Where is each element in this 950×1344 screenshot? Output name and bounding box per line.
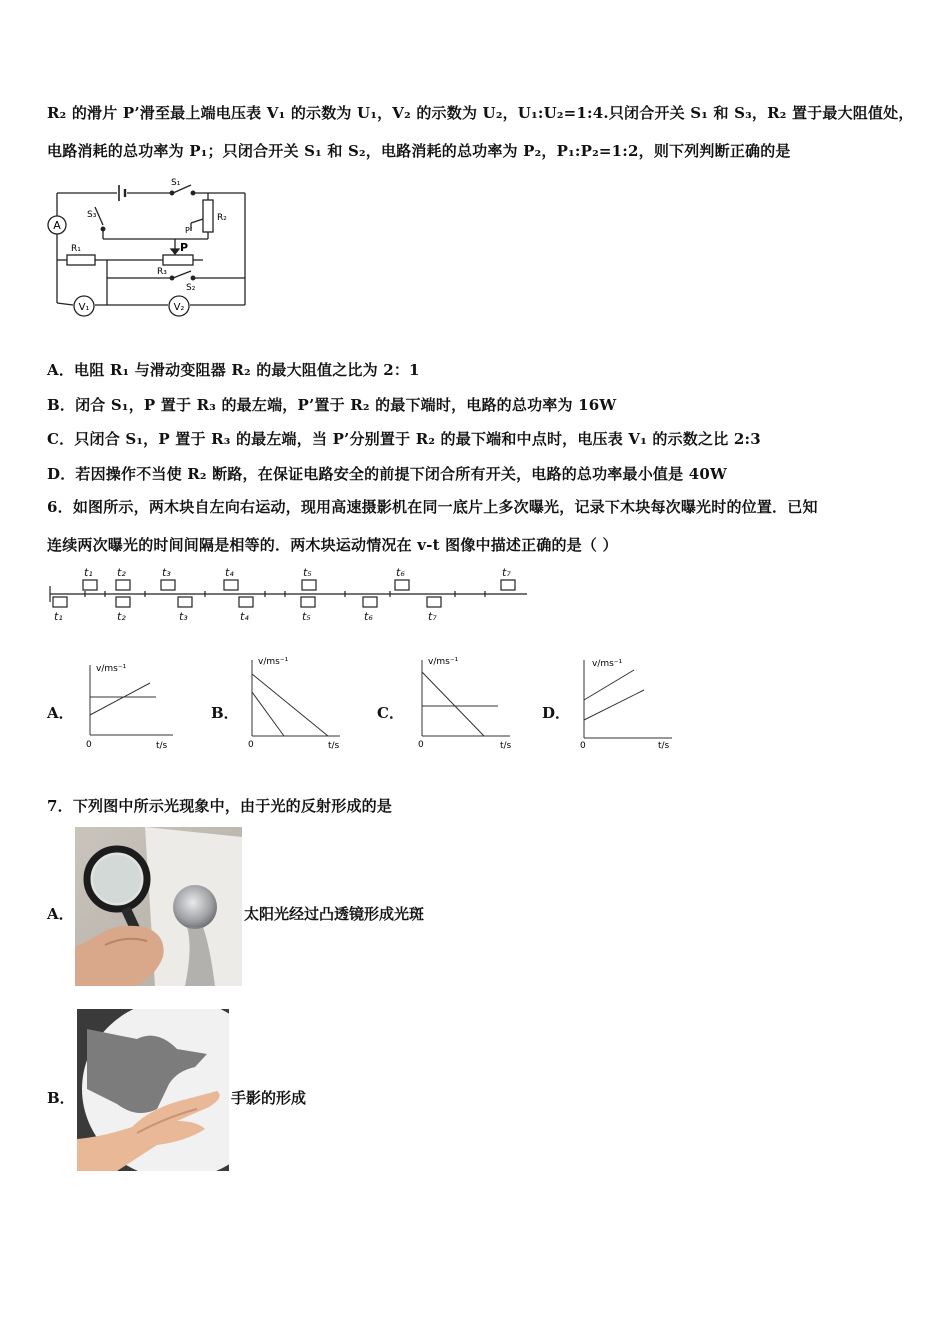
hand-shadow-photo bbox=[77, 1009, 229, 1171]
r1-label: R₁ bbox=[71, 244, 81, 254]
v1-label: V₁ bbox=[78, 302, 90, 313]
graph-a-origin: 0 bbox=[86, 740, 92, 750]
s3-label: S₃ bbox=[87, 210, 97, 220]
top-label-3: t₃ bbox=[162, 566, 171, 579]
q5-stem-line2: 电路消耗的总功率为 P₁；只闭合开关 S₁ 和 S₂，电路消耗的总功率为 P₂，P₁:P₂=1:2，则下列判断正确的是 bbox=[47, 142, 791, 160]
vt-graph-a bbox=[78, 655, 178, 750]
graph-b-origin: 0 bbox=[248, 740, 254, 750]
top-label-1: t₁ bbox=[84, 566, 93, 579]
bottom-label-5: t₅ bbox=[302, 610, 311, 623]
s2-label: S₂ bbox=[186, 283, 196, 293]
v2-label: V₂ bbox=[173, 302, 185, 313]
r2-label: R₂ bbox=[217, 213, 227, 223]
graph-b-xlabel: t/s bbox=[328, 741, 340, 750]
q6-option-b-label: B． bbox=[211, 704, 239, 722]
q7-option-a-label: A． bbox=[47, 905, 74, 923]
top-label-2: t₂ bbox=[117, 566, 126, 579]
graph-a-xlabel: t/s bbox=[156, 741, 168, 750]
top-label-7: t₇ bbox=[502, 566, 511, 579]
top-label-6: t₆ bbox=[396, 566, 405, 579]
vt-graph-c bbox=[410, 652, 520, 750]
exposure-strip bbox=[45, 564, 535, 624]
q7-option-b-caption: 手影的形成 bbox=[231, 1089, 307, 1107]
graph-c-origin: 0 bbox=[418, 740, 424, 750]
top-label-4: t₄ bbox=[225, 566, 234, 579]
graph-d-origin: 0 bbox=[580, 741, 586, 750]
q5-option-c: C．只闭合 S₁，P 置于 R₃ 的最左端，当 P’分别置于 R₂ 的最下端和中点时，电压表 V₁ 的示数之比 2:3 bbox=[47, 430, 761, 448]
q6-stem-line1: 6．如图所示，两木块自左向右运动，现用高速摄影机在同一底片上多次曝光，记录下木块每次曝光时的位置．已知 bbox=[47, 498, 818, 516]
vt-graph-b bbox=[240, 652, 350, 750]
bottom-label-2: t₂ bbox=[117, 610, 126, 623]
q6-stem-line2: 连续两次曝光的时间间隔是相等的．两木块运动情况在 v-t 图像中描述正确的是（ ） bbox=[47, 536, 618, 554]
q7-option-a-caption: 太阳光经过凸透镜形成光斑 bbox=[244, 905, 425, 923]
q6-option-a-label: A． bbox=[47, 704, 74, 722]
r3-label: R₃ bbox=[157, 267, 167, 277]
graph-d-ylabel: v/ms⁻¹ bbox=[592, 659, 623, 669]
graph-d-xlabel: t/s bbox=[658, 741, 670, 750]
graph-c-xlabel: t/s bbox=[500, 741, 512, 750]
ammeter-label: A bbox=[53, 219, 61, 232]
p-prime-label: P’ bbox=[185, 226, 193, 235]
q5-option-b: B．闭合 S₁，P 置于 R₃ 的最左端，P’置于 R₂ 的最下端时，电路的总功率为 16W bbox=[47, 396, 617, 414]
q5-option-d: D．若因操作不当使 R₂ 断路，在保证电路安全的前提下闭合所有开关，电路的总功率最小值是 40W bbox=[47, 465, 728, 483]
p-label: P bbox=[180, 241, 189, 254]
bottom-label-1: t₁ bbox=[54, 610, 63, 623]
bottom-label-3: t₃ bbox=[179, 610, 188, 623]
q6-option-c-label: C． bbox=[377, 704, 404, 722]
bottom-label-7: t₇ bbox=[428, 610, 437, 623]
top-label-5: t₅ bbox=[303, 566, 312, 579]
q7-stem: 7．下列图中所示光现象中，由于光的反射形成的是 bbox=[47, 797, 393, 815]
s1-label: S₁ bbox=[171, 178, 181, 188]
magnifier-photo bbox=[75, 827, 242, 986]
graph-b-ylabel: v/ms⁻¹ bbox=[258, 657, 289, 667]
q6-option-d-label: D． bbox=[542, 704, 571, 722]
vt-graph-d bbox=[572, 652, 682, 750]
graph-a-ylabel: v/ms⁻¹ bbox=[96, 664, 127, 674]
bottom-label-4: t₄ bbox=[240, 610, 249, 623]
q5-stem-line1: R₂ 的滑片 P’滑至最上端电压表 V₁ 的示数为 U₁，V₂ 的示数为 U₂，U₁:U₂=1:4.只闭合开关 S₁ 和 S₃，R₂ 置于最大阻值处， bbox=[47, 104, 914, 122]
q5-option-a: A．电阻 R₁ 与滑动变阻器 R₂ 的最大阻值之比为 2：1 bbox=[47, 361, 420, 379]
graph-c-ylabel: v/ms⁻¹ bbox=[428, 657, 459, 667]
circuit-diagram bbox=[45, 175, 260, 325]
bottom-label-6: t₆ bbox=[364, 610, 373, 623]
q7-option-b-label: B． bbox=[47, 1089, 75, 1107]
